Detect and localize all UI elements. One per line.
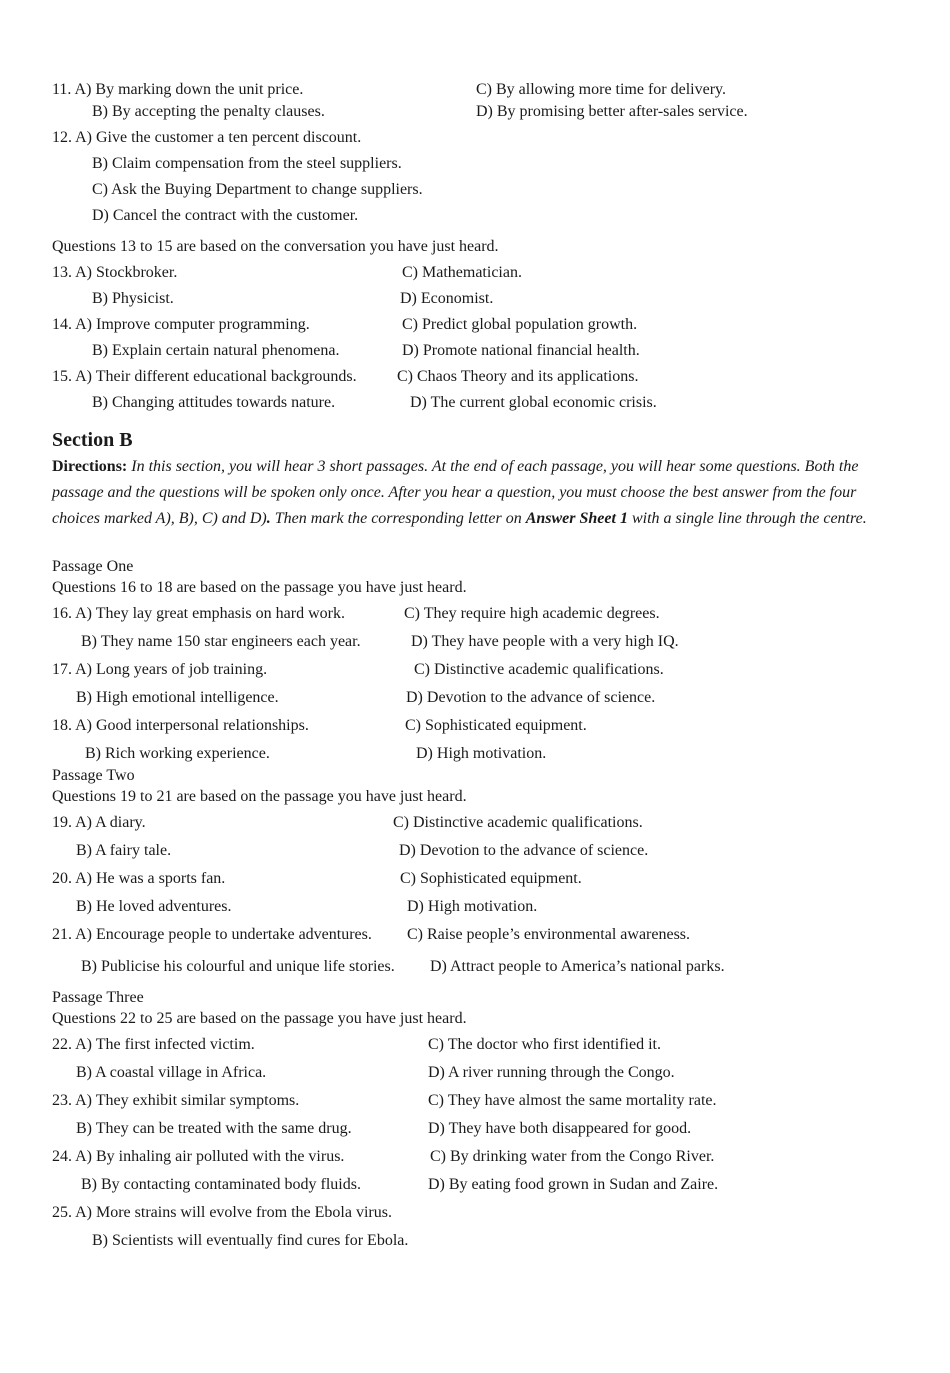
q19-option-c: C) Distinctive academic qualifications.	[393, 814, 643, 831]
q24-option-d: D) By eating food grown in Sudan and Zaire.	[428, 1176, 719, 1193]
q16-option-a: 16. A) They lay great emphasis on hard work.	[52, 605, 345, 622]
q17-option-d: D) Devotion to the advance of science.	[406, 689, 656, 706]
q15-option-b: B) Changing attitudes towards nature.	[92, 394, 336, 411]
passage-one-intro: Questions 16 to 18 are based on the passage you have just heard.	[52, 579, 467, 596]
q25-option-a: 25. A) More strains will evolve from the Ebola virus.	[52, 1204, 392, 1221]
q13-option-b: B) Physicist.	[92, 290, 174, 307]
q17-option-a: 17. A) Long years of job training.	[52, 661, 268, 678]
q21-option-c: C) Raise people’s environmental awareness.	[407, 926, 691, 943]
q11-option-d: D) By promising better after-sales service.	[476, 103, 748, 120]
q22-option-a: 22. A) The first infected victim.	[52, 1036, 255, 1053]
q14-option-d: D) Promote national financial health.	[402, 342, 640, 359]
intro-13-15: Questions 13 to 15 are based on the conversation you have just heard.	[52, 238, 499, 255]
passage-three-intro: Questions 22 to 25 are based on the passage you have just heard.	[52, 1010, 467, 1027]
q20-option-a: 20. A) He was a sports fan.	[52, 870, 226, 887]
directions-text-3: with a single line through the centre.	[627, 510, 867, 527]
q15-option-a: 15. A) Their different educational backgrounds.	[52, 368, 357, 385]
q12-option-a: 12. A) Give the customer a ten percent discount.	[52, 129, 362, 146]
passage-two-intro: Questions 19 to 21 are based on the passage you have just heard.	[52, 788, 467, 805]
q20-option-b: B) He loved adventures.	[76, 898, 232, 915]
q14-option-b: B) Explain certain natural phenomena.	[92, 342, 340, 359]
q20-option-d: D) High motivation.	[407, 898, 538, 915]
q24-option-c: C) By drinking water from the Congo River.	[430, 1148, 715, 1165]
directions-text-2: Then mark the corresponding letter on	[270, 510, 526, 527]
q14-option-a: 14. A) Improve computer programming.	[52, 316, 310, 333]
directions-period: .	[266, 510, 271, 527]
q17-option-c: C) Distinctive academic qualifications.	[414, 661, 664, 678]
q24-option-b: B) By contacting contaminated body fluids.	[81, 1176, 361, 1193]
directions-text-1: In this section, you will hear 3 short passages. At the end of each passage, you will hear some questions. Both the passage and the questions will be spoken only once. After you hear a question, you must choose the best answer from the four choices marked A), B), C) and D)	[52, 458, 859, 527]
q11-option-c: C) By allowing more time for delivery.	[476, 81, 727, 98]
directions-label: Directions:	[52, 458, 128, 475]
q23-option-d: D) They have both disappeared for good.	[428, 1120, 692, 1137]
section-b-directions	[52, 454, 882, 532]
q21-option-a: 21. A) Encourage people to undertake adventures.	[52, 926, 372, 943]
q12-option-b: B) Claim compensation from the steel suppliers.	[92, 155, 402, 172]
q18-option-c: C) Sophisticated equipment.	[405, 717, 587, 734]
q25-option-b: B) Scientists will eventually find cures for Ebola.	[92, 1232, 409, 1249]
q19-option-d: D) Devotion to the advance of science.	[399, 842, 649, 859]
q22-option-c: C) The doctor who first identified it.	[428, 1036, 661, 1053]
q22-option-b: B) A coastal village in Africa.	[76, 1064, 267, 1081]
q22-option-d: D) A river running through the Congo.	[428, 1064, 675, 1081]
q14-option-c: C) Predict global population growth.	[402, 316, 638, 333]
q21-option-b: B) Publicise his colourful and unique life stories.	[81, 958, 395, 975]
q16-option-b: B) They name 150 star engineers each year.	[81, 633, 361, 650]
q16-option-d: D) They have people with a very high IQ.	[411, 633, 679, 650]
q13-option-a: 13. A) Stockbroker.	[52, 264, 178, 281]
q19-option-a: 19. A) A diary.	[52, 814, 146, 831]
passage-three-title: Passage Three	[52, 989, 144, 1006]
q11-option-b: B) By accepting the penalty clauses.	[92, 103, 325, 120]
q21-option-d: D) Attract people to America’s national parks.	[430, 958, 725, 975]
q18-option-a: 18. A) Good interpersonal relationships.	[52, 717, 309, 734]
q12-option-d: D) Cancel the contract with the customer.	[92, 207, 359, 224]
q19-option-b: B) A fairy tale.	[76, 842, 172, 859]
q15-option-c: C) Chaos Theory and its applications.	[397, 368, 639, 385]
q18-option-d: D) High motivation.	[416, 745, 547, 762]
q15-option-d: D) The current global economic crisis.	[410, 394, 657, 411]
q23-option-c: C) They have almost the same mortality rate.	[428, 1092, 717, 1109]
q23-option-b: B) They can be treated with the same drug.	[76, 1120, 352, 1137]
q11-option-a: 11. A) By marking down the unit price.	[52, 81, 304, 98]
q16-option-c: C) They require high academic degrees.	[404, 605, 660, 622]
passage-one-title: Passage One	[52, 558, 134, 575]
q24-option-a: 24. A) By inhaling air polluted with the virus.	[52, 1148, 345, 1165]
q17-option-b: B) High emotional intelligence.	[76, 689, 279, 706]
q13-option-d: D) Economist.	[400, 290, 494, 307]
q18-option-b: B) Rich working experience.	[85, 745, 270, 762]
q12-option-c: C) Ask the Buying Department to change suppliers.	[92, 181, 423, 198]
passage-two-title: Passage Two	[52, 767, 135, 784]
directions-answer-sheet: Answer Sheet 1	[525, 510, 628, 527]
section-b-title: Section B	[52, 429, 133, 451]
q23-option-a: 23. A) They exhibit similar symptoms.	[52, 1092, 300, 1109]
q20-option-c: C) Sophisticated equipment.	[400, 870, 582, 887]
q13-option-c: C) Mathematician.	[402, 264, 522, 281]
